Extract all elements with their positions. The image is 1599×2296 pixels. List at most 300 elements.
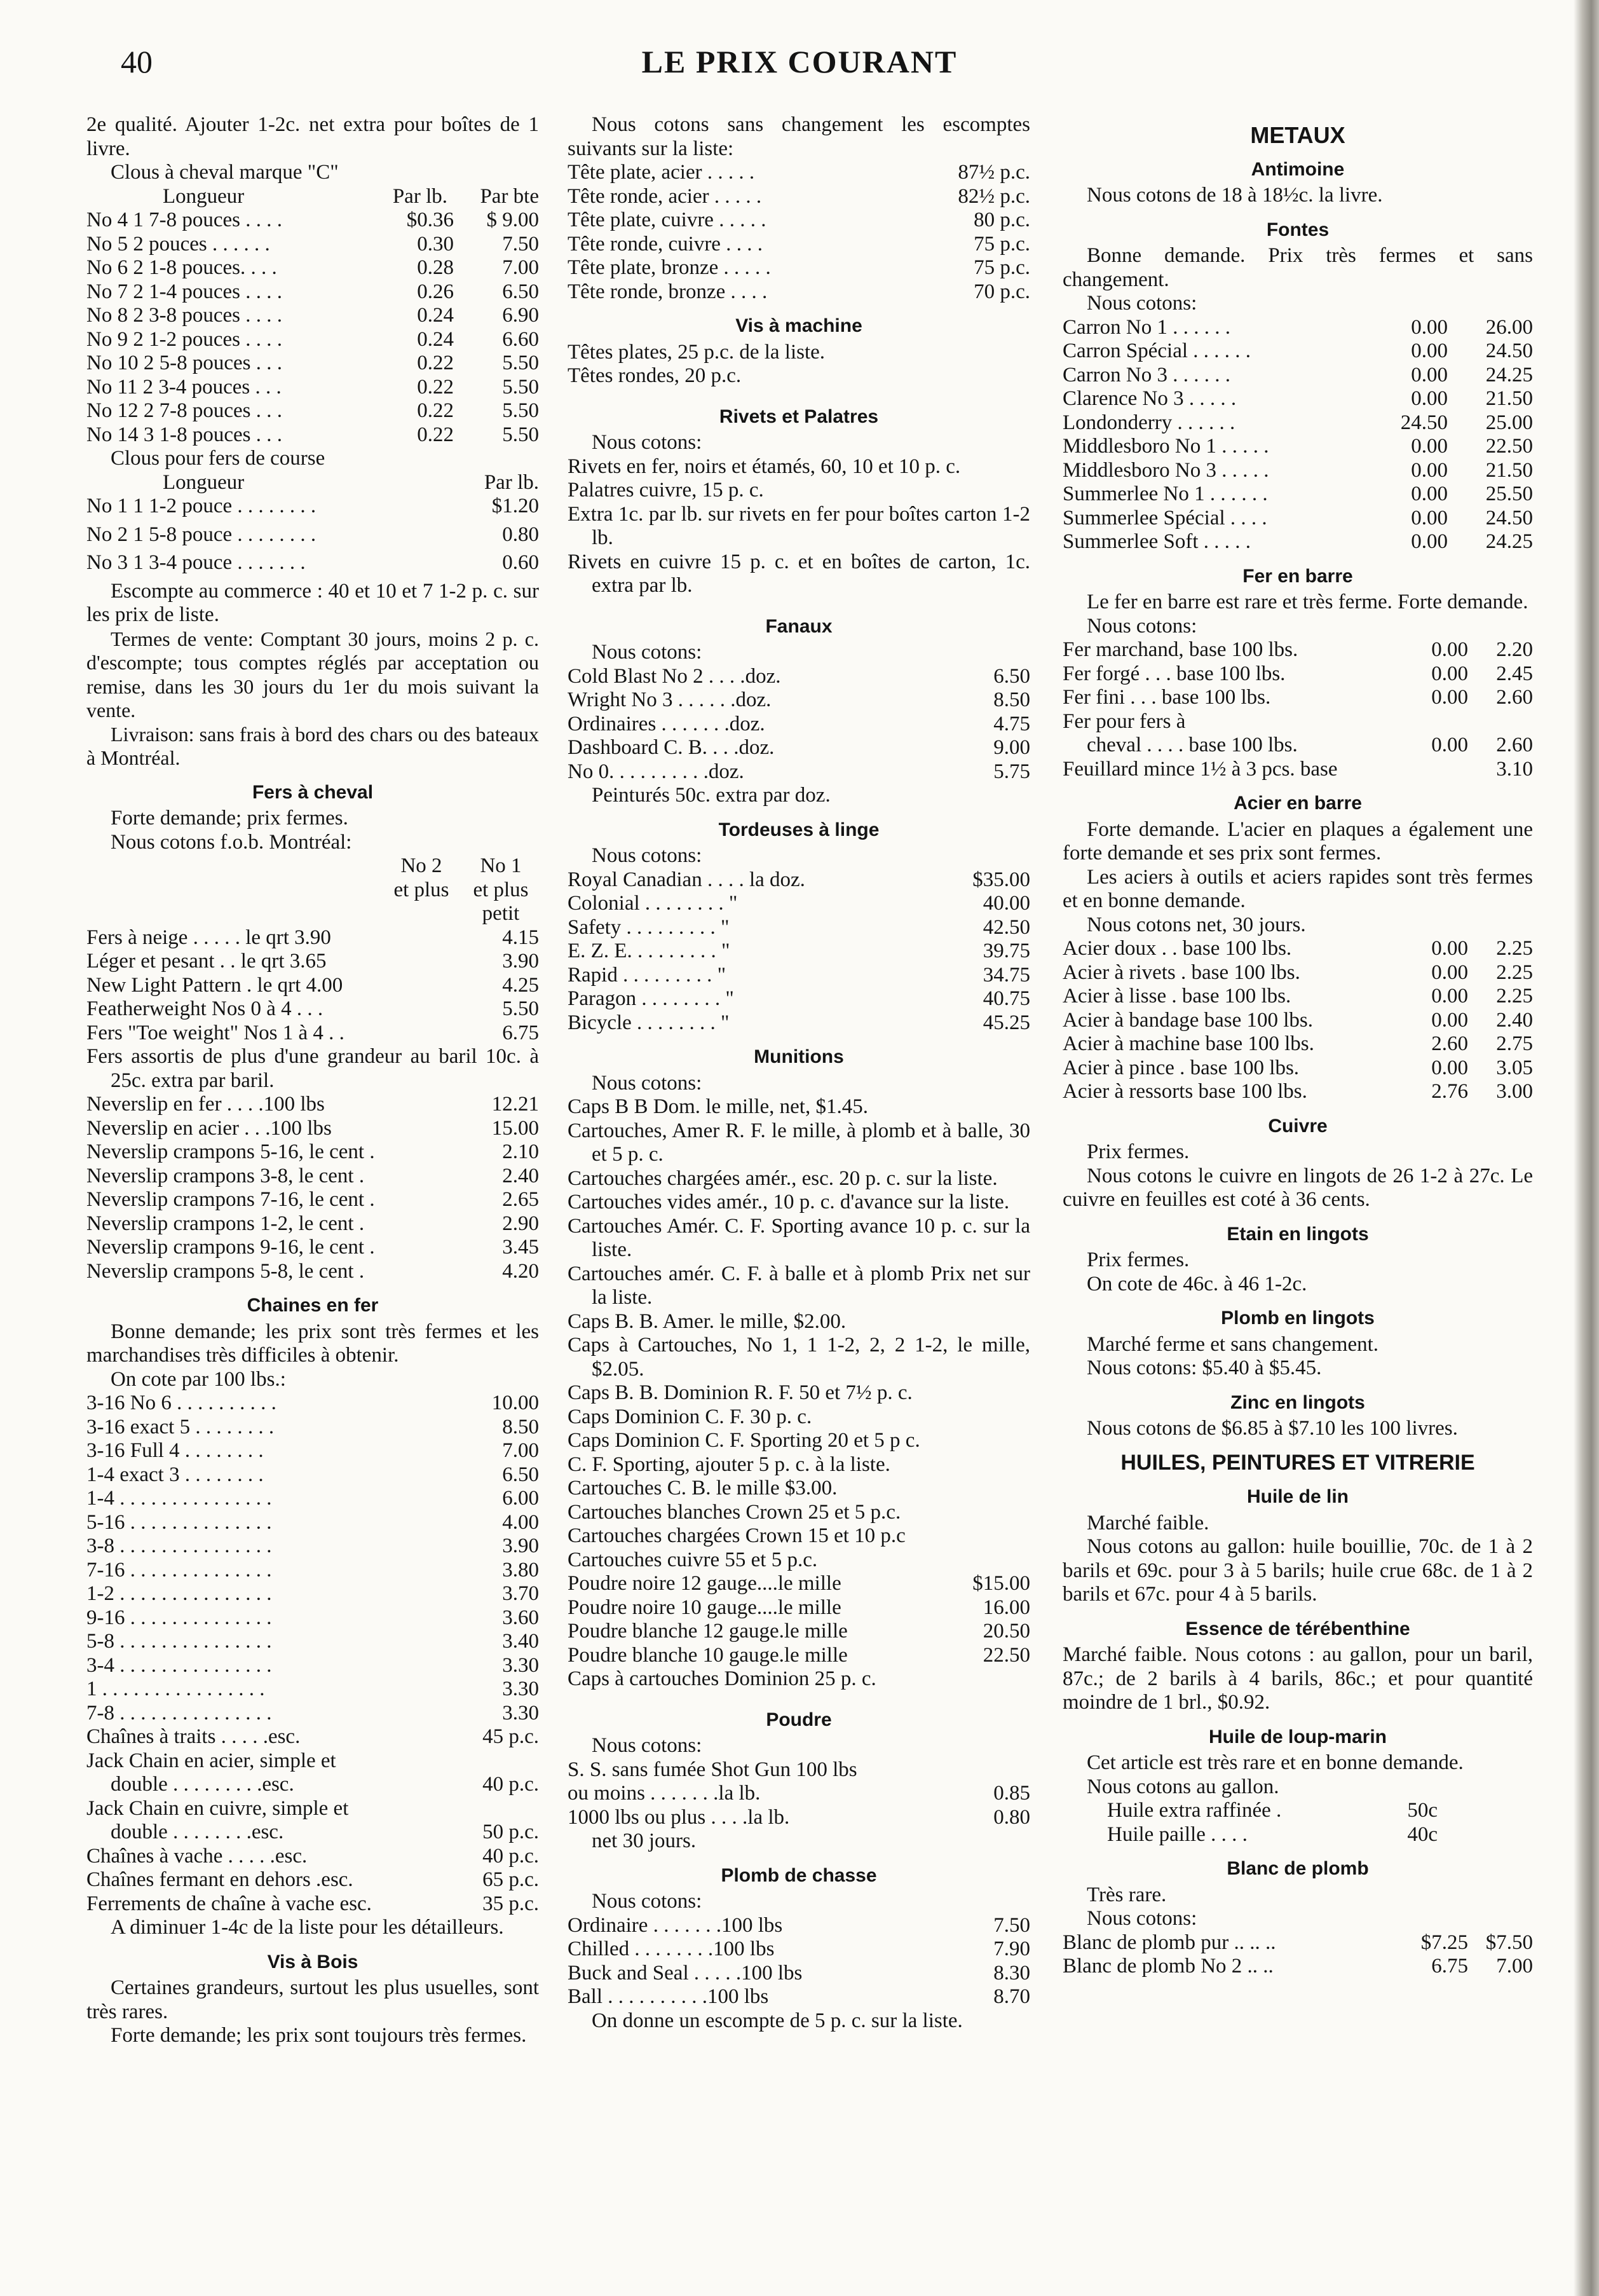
row-value: 5.50 [502, 399, 539, 422]
table-row [1063, 507, 1533, 531]
row-label: Feuillard mince 1½ à 3 pcs. base [1063, 757, 1338, 781]
table-row [568, 916, 1030, 940]
jack-cuivre-line: Jack Chain en cuivre, simple et [86, 1796, 349, 1820]
row-value: 0.00 [1411, 482, 1448, 505]
row-value: 2.76 [1431, 1080, 1468, 1103]
row-value: 6.50 [502, 1463, 539, 1486]
row-value: $15.00 [972, 1572, 1030, 1595]
table-row [86, 1165, 539, 1189]
terebenthine-text: Marché faible. Nous cotons : au gallon, pour un baril, 87c.; de 2 barils à 4 barils, 86c.; et pour quantité moindre de 1 brl., $0.92. [1063, 1643, 1533, 1714]
row-value: 80 p.c. [974, 208, 1030, 231]
row-label: Neverslip crampons 1-2, le cent . [86, 1212, 365, 1235]
table-row [1063, 961, 1533, 985]
chaines-fermant-row [86, 1868, 539, 1892]
row-value: 0.00 [1411, 339, 1448, 362]
list-item: C. F. Sporting, ajouter 5 p. c. à la liste. [568, 1452, 890, 1476]
row-value: 4.20 [502, 1259, 539, 1283]
row-label: No 1 1 1-2 pouce . . . . . . . . [86, 495, 316, 517]
row-value: 0.22 [417, 352, 454, 374]
row-value: 4.00 [502, 1510, 539, 1534]
row-value: 40 p.c. [482, 1844, 539, 1868]
row-value: 21.50 [1485, 387, 1533, 410]
row-label: No 14 3 1-8 pouces . . . [86, 423, 282, 446]
table-row [568, 1806, 1030, 1830]
row-value: 2.60 [1431, 1032, 1468, 1055]
row-value: 0.00 [1411, 458, 1448, 482]
page-edge-shadow [1574, 0, 1599, 2296]
row-label: No 12 2 7-8 pouces . . . [86, 399, 282, 422]
section-title-fer-barre: Fer en barre [1242, 565, 1353, 587]
section-title-zinc: Zinc en lingots [1230, 1391, 1365, 1413]
table-row [568, 1596, 1030, 1620]
acier-text-2: Les aciers à outils et aciers rapides sont très fermes et en bonne demande. [1063, 865, 1533, 912]
row-value: 6.60 [502, 327, 539, 351]
table-row [568, 161, 1030, 185]
section-title-fontes: Fontes [1266, 219, 1330, 240]
rivets-line-1: Rivets en fer, noirs et étamés, 60, 10 et 10 p. c. [568, 454, 961, 478]
table-row [1063, 387, 1533, 411]
row-label: Poudre blanche 12 gauge.le mille [568, 1620, 848, 1643]
table-row [1063, 530, 1533, 554]
table-row [1063, 316, 1533, 340]
row-label: Fer marchand, base 100 lbs. [1063, 638, 1298, 661]
neverslip-table [86, 1093, 539, 1283]
row-value: 25.00 [1485, 411, 1533, 434]
row-label: Blanc de plomb No 2 .. .. [1063, 1955, 1274, 1978]
row-label: Neverslip en fer . . . .100 lbs [86, 1093, 325, 1116]
cuivre-text-1: Prix fermes. [1087, 1140, 1190, 1163]
table-row [86, 352, 539, 376]
row-value: 0.00 [1431, 960, 1468, 984]
row-label: No 7 2 1-4 pouces . . . . [86, 280, 282, 303]
vis-bois-text-2: Forte demande; les prix sont toujours très fermes. [111, 2024, 527, 2047]
chaines-table [86, 1391, 539, 1725]
termes-text: Termes de vente: Comptant 30 jours, moins 2 p. c. d'escompte; tous comptes réglés par acceptation ou remise, dans les 30 jours du 1er du mois suivant la vente. [86, 627, 539, 721]
row-label: Tête plate, acier . . . . . [568, 161, 755, 184]
row-value: 0.85 [993, 1782, 1030, 1805]
row-label: 3-8 . . . . . . . . . . . . . . . [86, 1534, 272, 1557]
tetes-table [568, 161, 1030, 304]
row-label: 7-16 . . . . . . . . . . . . . . [86, 1558, 272, 1582]
row-value: 22.50 [983, 1643, 1030, 1667]
loup-marin-text: Cet article est très rare et en bonne demande. [1087, 1751, 1464, 1774]
table-row [1063, 364, 1533, 388]
row-label: No 11 2 3-4 pouces . . . [86, 375, 282, 399]
row-label: 1 . . . . . . . . . . . . . . . . [86, 1678, 265, 1700]
clous-c-title: Clous à cheval marque "C" [111, 161, 339, 184]
fer-pour-row [1063, 734, 1533, 758]
table-row [568, 1782, 1030, 1806]
jack-cuivre-row [86, 1821, 539, 1845]
table-row [86, 551, 539, 575]
row-label: Londonderry . . . . . . [1063, 411, 1235, 434]
row-value: 0.00 [1411, 387, 1448, 410]
table-row [86, 1582, 539, 1606]
table-row [1063, 411, 1533, 435]
row-value: 4.15 [502, 926, 539, 949]
row-label: No 0. . . . . . . . . .doz. [568, 760, 744, 783]
table-row [86, 1416, 539, 1440]
row-label: Summerlee Soft . . . . . [1063, 530, 1251, 553]
tordeuses-cotons: Nous cotons: [592, 844, 702, 867]
row-value: 0.00 [1431, 638, 1468, 661]
row-value: 70 p.c. [974, 280, 1030, 303]
row-value: 6.00 [502, 1487, 539, 1510]
row-label: Buck and Seal . . . . .100 lbs [568, 1961, 803, 1985]
table-row [568, 713, 1030, 737]
row-value: 0.00 [1431, 1008, 1468, 1032]
rivets-line-4: Rivets en cuivre 15 p. c. et en boîtes de carton, 1c. extra par lb. [568, 550, 1030, 597]
row-value: 3.90 [502, 950, 539, 973]
row-label: New Light Pattern . le qrt 4.00 [86, 973, 343, 997]
chaines-traits-row [86, 1725, 539, 1749]
list-item: Cartouches blanches Crown 25 et 5 p.c. [568, 1500, 901, 1524]
clous-course-header [86, 471, 539, 495]
section-title-fers: Fers à cheval [252, 781, 374, 803]
table-row [86, 1630, 539, 1654]
poudre-ss: S. S. sans fumée Shot Gun 100 lbs [568, 1758, 857, 1781]
table-row [86, 1654, 539, 1678]
row-value: 0.22 [417, 423, 454, 446]
row-label: 1000 lbs ou plus . . . .la lb. [568, 1805, 790, 1829]
row-value: 2.20 [1496, 638, 1533, 661]
table-row [86, 233, 539, 257]
row-label: No 5 2 pouces . . . . . . [86, 232, 270, 256]
table-row [86, 926, 539, 950]
table-row [568, 1572, 1030, 1596]
row-value: 42.50 [983, 915, 1030, 939]
fers-head-a2: et plus [393, 878, 449, 901]
list-item: Cartouches cuivre 55 et 5 p.c. [568, 1548, 818, 1571]
list-item: Caps B B Dom. le mille, net, $1.45. [568, 1095, 868, 1118]
page-title: LE PRIX COURANT [641, 44, 958, 79]
list-item: Cartouches vides amér., 10 p. c. d'avance sur la liste. [568, 1191, 1010, 1213]
table-row [568, 688, 1030, 713]
row-value: 2.90 [502, 1212, 539, 1235]
row-label: 3-4 . . . . . . . . . . . . . . . [86, 1653, 272, 1677]
row-label: Colonial . . . . . . . . " [568, 892, 738, 915]
row-value: 35 p.c. [482, 1892, 539, 1915]
table-row [1063, 1931, 1533, 1955]
row-value: 40 p.c. [482, 1773, 539, 1796]
table-row [1063, 662, 1533, 687]
row-value: $7.50 [1485, 1930, 1533, 1954]
row-value: 3.90 [502, 1534, 539, 1557]
row-label: Huile paille . . . . [1107, 1822, 1248, 1846]
table-row [86, 1260, 539, 1284]
row-value: 0.28 [417, 256, 454, 279]
row-label: Neverslip crampons 3-8, le cent . [86, 1164, 365, 1187]
munitions-cotons: Nous cotons: [592, 1071, 702, 1095]
row-label: Acier à pince . base 100 lbs. [1063, 1056, 1300, 1079]
row-label: 1-2 . . . . . . . . . . . . . . . [86, 1582, 272, 1605]
plomb-chasse-table [568, 1914, 1030, 2009]
row-value: 3.00 [1496, 1080, 1533, 1103]
escomptes-intro: Nous cotons sans changement les escomptes suivants sur la liste: [568, 113, 1030, 160]
row-label: Acier à ressorts base 100 lbs. [1063, 1080, 1307, 1103]
table-row [86, 1093, 539, 1117]
row-label: Tête plate, cuivre . . . . . [568, 208, 766, 231]
row-value: 10.00 [491, 1391, 539, 1414]
row-label: Acier à machine base 100 lbs. [1063, 1032, 1314, 1055]
row-value: 2.10 [502, 1140, 539, 1163]
row-label: Tête ronde, bronze . . . . [568, 280, 768, 303]
row-label: No 3 1 3-4 pouce . . . . . . . [86, 551, 306, 574]
fers-head-a1: No 2 [400, 854, 442, 877]
blanc-text-2: Nous cotons: [1087, 1907, 1197, 1930]
row-label: Chaînes fermant en dehors .esc. [86, 1868, 353, 1891]
loup-marin-table [1063, 1799, 1533, 1847]
row-label: Ferrements de chaîne à vache esc. [86, 1892, 372, 1915]
rivets-line-3: Extra 1c. par lb. sur rivets en fer pour boîtes carton 1-2 lb. [568, 502, 1030, 549]
fers-head-b2: et plus [473, 878, 529, 901]
row-label: Clarence No 3 . . . . . [1063, 387, 1237, 410]
row-label: Middlesboro No 1 . . . . . [1063, 435, 1269, 458]
section-title-antimoine: Antimoine [1251, 158, 1345, 180]
table-row [568, 760, 1030, 784]
row-value: 0.00 [1431, 985, 1468, 1008]
row-label: cheval . . . . base 100 lbs. [1087, 734, 1298, 756]
table-row [568, 1937, 1030, 1962]
row-value: 40.75 [983, 987, 1030, 1010]
row-value: 0.00 [1411, 315, 1448, 339]
jack-fer-line: Jack Chain en acier, simple et [86, 1749, 336, 1772]
row-value: 0.00 [1431, 937, 1468, 960]
row-value: 0.00 [1411, 530, 1448, 553]
table-row [1063, 339, 1533, 364]
table-row [86, 1511, 539, 1535]
row-value: 7.50 [502, 232, 539, 256]
rivets-line-2: Palatres cuivre, 15 p. c. [568, 479, 764, 502]
section-title-plomb-chasse: Plomb de chasse [721, 1864, 877, 1886]
row-label: Fers à neige . . . . . le qrt 3.90 [86, 926, 331, 949]
row-label: Rapid . . . . . . . . . " [568, 963, 726, 987]
row-value: 6.75 [502, 1021, 539, 1044]
table-row [86, 328, 539, 352]
row-label: Huile extra raffinée . [1107, 1799, 1282, 1822]
fanaux-peintures: Peinturés 50c. extra par doz. [592, 784, 831, 807]
loup-marin-cotons: Nous cotons au gallon. [1087, 1775, 1279, 1798]
table-row [568, 280, 1030, 304]
table-row [86, 523, 539, 547]
list-item: Caps Dominion C. F. Sporting 20 et 5 p c. [568, 1429, 920, 1452]
table-row [86, 1117, 539, 1141]
table-row [1063, 459, 1533, 483]
row-label: Léger et pesant . . le qrt 3.65 [86, 950, 327, 973]
row-label: 3-16 No 6 . . . . . . . . . . [86, 1391, 276, 1414]
row-label: Neverslip en acier . . .100 lbs [86, 1116, 332, 1140]
intro-text: 2e qualité. Ajouter 1-2c. net extra pour boîtes de 1 livre. [86, 113, 539, 160]
row-value: 0.22 [417, 399, 454, 422]
table-row [86, 1188, 539, 1212]
row-value: 0.30 [417, 232, 454, 256]
row-value: 0.00 [1431, 662, 1468, 685]
list-item: Cartouches amér. C. F. à balle et à plomb Prix net sur la liste. [568, 1262, 1030, 1309]
acier-text-1: Forte demande. L'acier en plaques a également une forte demande et ses prix sont fermes. [1063, 817, 1533, 864]
row-label: Carron No 1 . . . . . . [1063, 315, 1230, 339]
table-row [86, 1702, 539, 1726]
table-row [568, 987, 1030, 1011]
fers-header [86, 854, 539, 926]
table-row [1063, 686, 1533, 710]
row-label: Neverslip crampons 5-16, le cent . [86, 1140, 375, 1163]
row-label: 3-16 Full 4 . . . . . . . . [86, 1439, 264, 1462]
row-label: No 10 2 5-8 pouces . . . [86, 352, 282, 374]
row-label: double . . . . . . . .esc. [111, 1821, 284, 1843]
row-value: 5.50 [502, 423, 539, 446]
row-value: 3.45 [502, 1236, 539, 1259]
row-value: 40.00 [983, 892, 1030, 915]
cuivre-text-2: Nous cotons le cuivre en lingots de 26 1-2 à 27c. Le cuivre en feuilles est coté à 36 cents. [1063, 1164, 1533, 1211]
column-3 [1063, 113, 1533, 1979]
row-value: 2.60 [1496, 686, 1533, 709]
row-value: 3.30 [502, 1701, 539, 1725]
section-title-vis-machine: Vis à machine [735, 315, 862, 336]
row-value: 24.25 [1485, 530, 1533, 553]
table-row [86, 950, 539, 974]
etain-text-1: Prix fermes. [1087, 1248, 1190, 1271]
row-value: 75 p.c. [974, 232, 1030, 256]
row-label: No 9 2 1-2 pouces . . . . [86, 327, 282, 351]
row-value: 0.26 [417, 280, 454, 303]
row-value: 24.50 [1400, 411, 1448, 434]
section-title-poudre: Poudre [766, 1709, 832, 1730]
acier-cotons: Nous cotons net, 30 jours. [1087, 913, 1306, 936]
row-label: No 6 2 1-8 pouces. . . . [86, 256, 277, 279]
row-value: 0.22 [417, 375, 454, 399]
row-value: 5.75 [993, 760, 1030, 783]
table-row [568, 940, 1030, 964]
row-value: 8.50 [993, 688, 1030, 711]
row-value: 50 p.c. [482, 1821, 539, 1843]
row-value: 2.75 [1496, 1032, 1533, 1055]
plomb-text-1: Marché ferme et sans changement. [1087, 1332, 1379, 1356]
row-value: 22.50 [1485, 435, 1533, 458]
list-item: Caps B. B. Dominion R. F. 50 et 7½ p. c. [568, 1381, 913, 1404]
fer-pour-line: Fer pour fers à [1063, 709, 1186, 733]
vis-machine-2: Têtes rondes, 20 p.c. [568, 364, 742, 387]
section-title-metaux: METAUX [1250, 122, 1345, 148]
rivets-cotons: Nous cotons: [592, 431, 702, 454]
row-value: 2.25 [1496, 960, 1533, 984]
row-label: Wright No 3 . . . . . .doz. [568, 688, 772, 711]
row-label: Ordinaires . . . . . . .doz. [568, 712, 765, 735]
row-value: 6.50 [502, 280, 539, 303]
table-row [1063, 1955, 1533, 1979]
row-label: Tête plate, bronze . . . . . [568, 256, 771, 279]
section-title-tordeuses: Tordeuses à linge [718, 819, 880, 840]
table-row [86, 1534, 539, 1559]
section-title-loup-marin: Huile de loup-marin [1208, 1726, 1387, 1747]
livraison-text: Livraison: sans frais à bord des chars ou des bateaux à Montréal. [86, 722, 539, 769]
row-label: 7-8 . . . . . . . . . . . . . . . [86, 1701, 272, 1725]
row-value: 25.50 [1485, 482, 1533, 505]
section-title-plomb-lingots: Plomb en lingots [1221, 1308, 1375, 1329]
row-value: 0.80 [502, 523, 539, 546]
row-value: 3.10 [1496, 757, 1533, 781]
list-item: Cartouches Amér. C. F. Sporting avance 10 p. c. sur la liste. [568, 1214, 1030, 1261]
row-label: Poudre noire 12 gauge....le mille [568, 1572, 841, 1595]
row-label: Summerlee Spécial . . . . [1063, 506, 1267, 530]
table-row [86, 423, 539, 448]
row-value: 0.00 [1411, 435, 1448, 458]
row-label: 3-16 exact 5 . . . . . . . . [86, 1415, 275, 1438]
section-title-blanc-plomb: Blanc de plomb [1227, 1858, 1369, 1879]
row-label: Blanc de plomb pur .. .. .. [1063, 1930, 1276, 1954]
row-value: 3.40 [502, 1630, 539, 1653]
row-value: 21.50 [1485, 458, 1533, 482]
tordeuses-table [568, 868, 1030, 1035]
row-value: 5.50 [502, 352, 539, 374]
row-value: 2.45 [1496, 662, 1533, 685]
row-label: Tête ronde, acier . . . . . [568, 184, 762, 208]
row-label: Royal Canadian . . . . la doz. [568, 868, 805, 891]
row-value: 34.75 [983, 963, 1030, 987]
fanaux-cotons: Nous cotons: [592, 641, 702, 664]
row-label: Dashboard C. B. . . .doz. [568, 736, 775, 759]
blanc-table [1063, 1931, 1533, 1979]
row-label: Acier à rivets . base 100 lbs. [1063, 960, 1300, 984]
row-value-max: 2.60 [1496, 734, 1533, 756]
section-title-huiles: HUILES, PEINTURES ET VITRERIE [1120, 1450, 1475, 1475]
table-row [568, 665, 1030, 689]
row-value: $7.25 [1420, 1930, 1468, 1954]
row-value: $35.00 [972, 868, 1030, 891]
fontes-table [1063, 316, 1533, 554]
row-value: 20.50 [983, 1620, 1030, 1643]
section-title-terebenthine: Essence de térébenthine [1185, 1618, 1410, 1639]
fers-head-b3: petit [482, 902, 520, 925]
row-value: $0.36 [406, 208, 454, 231]
row-value: 2.65 [502, 1188, 539, 1211]
row-value: 75 p.c. [974, 256, 1030, 279]
row-label: Chilled . . . . . . . .100 lbs [568, 1937, 775, 1960]
row-value: 6.50 [993, 664, 1030, 688]
section-title-vis-bois: Vis à Bois [267, 1951, 358, 1972]
row-label: E. Z. E. . . . . . . . . " [568, 940, 730, 962]
row-value: 4.25 [502, 973, 539, 997]
header-par-lb: Par lb. [484, 470, 539, 494]
table-row [568, 185, 1030, 209]
header-par-bte: Par bte [480, 184, 539, 208]
row-value: 8.70 [993, 1985, 1030, 2008]
row-value: 9.00 [993, 736, 1030, 759]
table-row [1107, 1823, 1438, 1847]
table-row [86, 376, 539, 400]
row-label: Fer forgé . . . base 100 lbs. [1063, 662, 1286, 685]
row-value: 3.70 [502, 1582, 539, 1605]
antimoine-text: Nous cotons de 18 à 18½c. la livre. [1087, 184, 1383, 207]
table-row [86, 495, 539, 519]
table-row [568, 1011, 1030, 1035]
fer-barre-table [1063, 638, 1533, 710]
table-row [568, 1620, 1030, 1644]
row-value: 0.00 [1431, 686, 1468, 709]
fer-barre-cotons: Nous cotons: [1087, 614, 1197, 638]
row-label: Neverslip crampons 5-8, le cent . [86, 1259, 365, 1283]
row-label: Carron Spécial . . . . . . [1063, 339, 1251, 362]
row-value: 0.60 [502, 551, 539, 574]
table-row [1063, 937, 1533, 961]
row-value: 3.80 [502, 1558, 539, 1582]
fontes-text: Bonne demande. Prix très fermes et sans changement. [1063, 244, 1533, 291]
fontes-cotons: Nous cotons: [1087, 292, 1197, 315]
row-value: 6.90 [502, 304, 539, 327]
row-label: Ordinaire . . . . . . .100 lbs [568, 1913, 783, 1937]
row-label: 5-8 . . . . . . . . . . . . . . . [86, 1630, 272, 1653]
row-value: 15.00 [491, 1116, 539, 1140]
table-row [568, 868, 1030, 892]
